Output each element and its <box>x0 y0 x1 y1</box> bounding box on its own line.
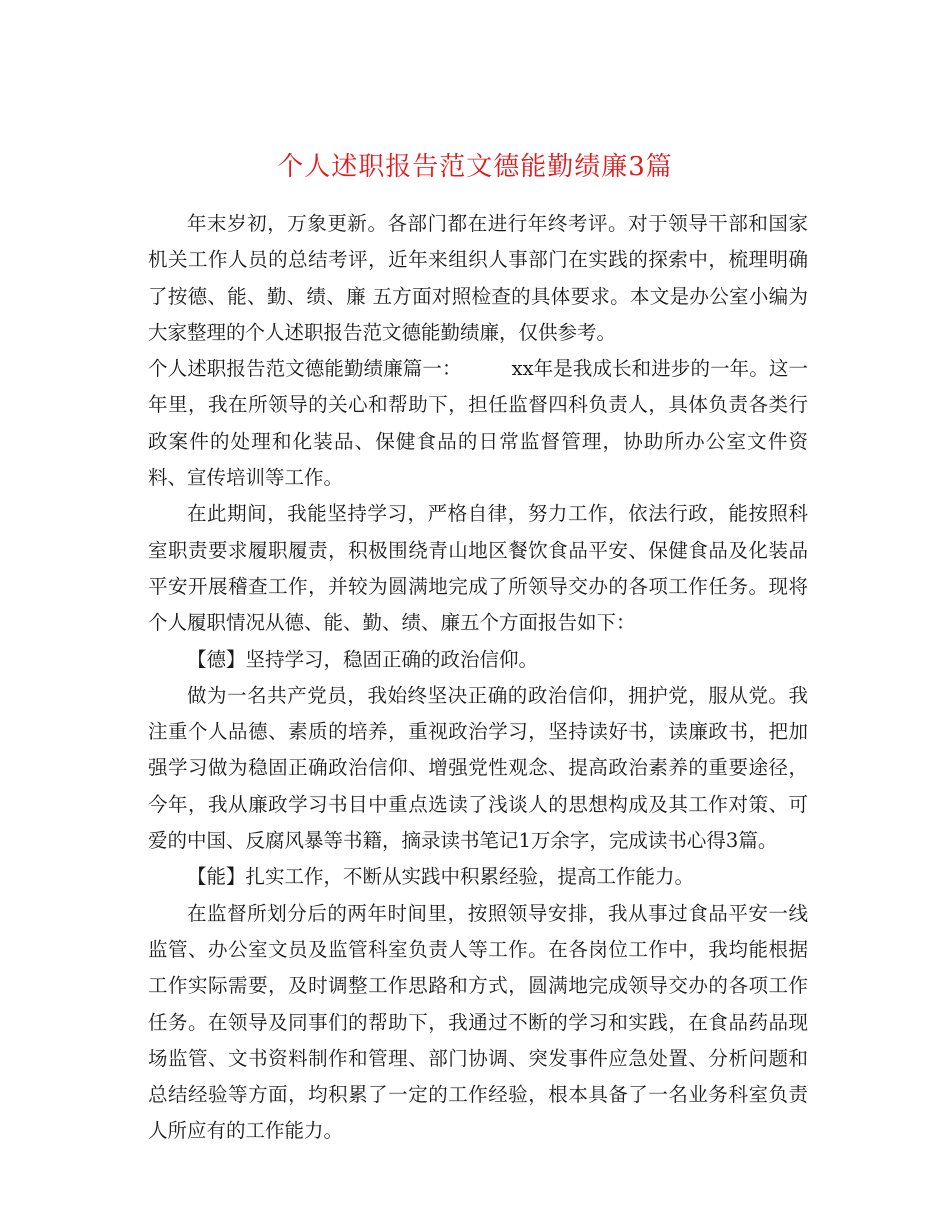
ability-heading: 【能】扎实工作，不断从实践中积累经验，提高工作能力。 <box>187 865 695 889</box>
body-paragraph: 在此期间，我能坚持学习，严格自律，努力工作，依法行政，能按照科室职责要求履职履责，积极围绕青山地区餐饮食品平安、保健食品及化装品平安开展稽查工作，并较为圆满地完成了所领导交办的各项工作任务。现将个人履职情况从德、能、勤、绩、廉五个方面报告如下： <box>148 502 808 635</box>
document-title: 个人述职报告范文德能勤绩廉3篇 <box>277 152 673 183</box>
section-one-heading: 个人述职报告范文德能勤绩廉篇一： <box>148 357 462 381</box>
body-paragraph: 在监督所划分后的两年时间里，按照领导安排，我从事过食品平安一线监管、办公室文员及监管科室负责人等工作。在各岗位工作中，我均能根据工作实际需要，及时调整工作思路和方式，圆满地完成领导交办的各项工作任务。在领导及同事们的帮助下，我通过不断的学习和实践，在食品药品现场监管、文书资料制作和管理、部门协调、突发事件应急处置、分析问题和总结经验等方面，均积累了一定的工作经验，根本具备了一名业务科室负责人所应有的工作能力。 <box>148 901 808 1143</box>
section-one-paragraph <box>148 351 808 496</box>
section-one-body: xx年是我成长和进步的一年。这一年里，我在所领导的关心和帮助下，担任监督四科负责人，具体负责各类行政案件的处理和化装品、保健食品的日常监督管理，协助所办公室文件资料、宣传培训等工作。 <box>148 357 808 490</box>
virtue-heading: 【德】坚持学习，稳固正确的政治信仰。 <box>187 647 539 671</box>
body-paragraph: 做为一名共产党员，我始终坚决正确的政治信仰，拥护党，服从党。我注重个人品德、素质的培养，重视政治学习，坚持读好书，读廉政书，把加强学习做为稳固正确政治信仰、增强党性观念、提高政治素养的重要途径，今年，我从廉政学习书目中重点选读了浅谈人的思想构成及其工作对策、可爱的中国、反腐风暴等书籍，摘录读书笔记1万余字，完成读书心得3篇。 <box>148 683 808 853</box>
intro-paragraph: 年末岁初，万象更新。各部门都在进行年终考评。对于领导干部和国家机关工作人员的总结考评，近年来组织人事部门在实践的探索中，梳理明确了按德、能、勤、绩、廉 五方面对照检查的具体要求。本文是办公室小编为大家整理的个人述职报告范文德能勤绩廉，仅供参考。 <box>148 212 808 344</box>
document-body <box>148 206 808 1150</box>
